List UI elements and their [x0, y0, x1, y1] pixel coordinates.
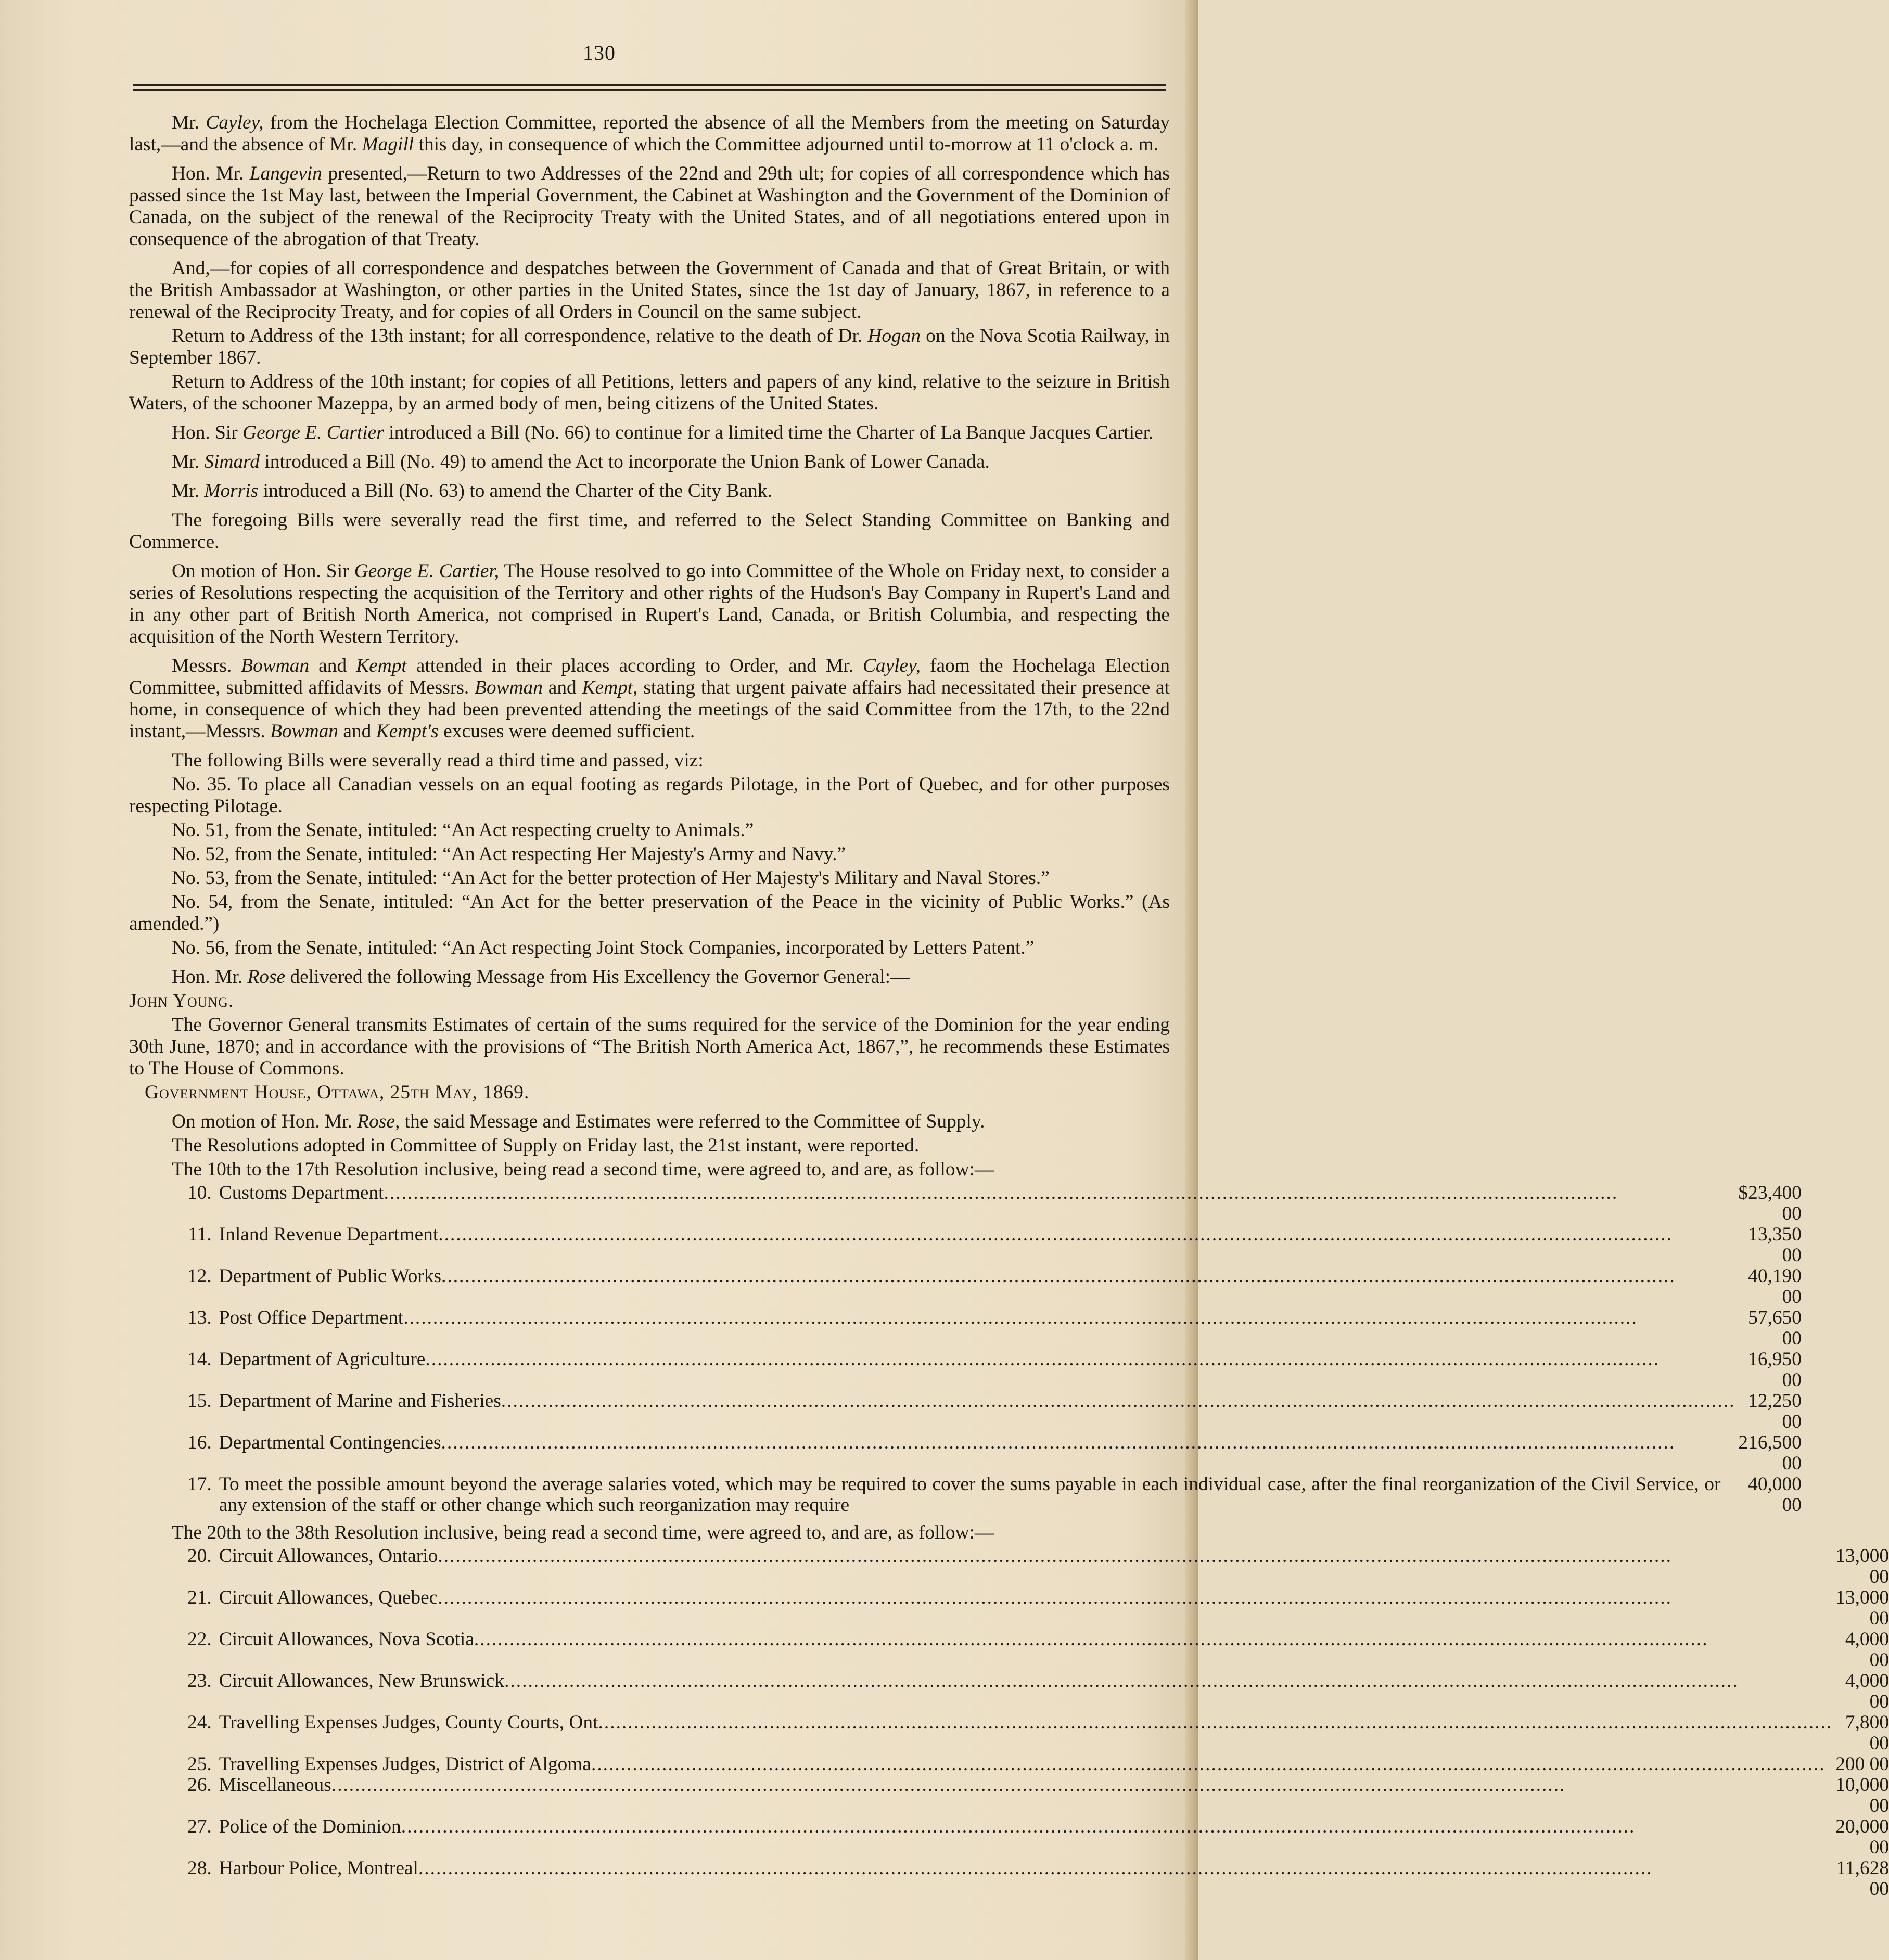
bill-item: No. 56, from the Senate, intituled: “An Act respecting Joint Stock Companies, incorporated by Letters Patent.” — [172, 937, 1035, 958]
estimates-table — [187, 1546, 1889, 1900]
estimates-table — [187, 1183, 1802, 1516]
table-row: 24. Travelling Expenses Judges, County Courts, Ont ..... 7,800 00 — [187, 1712, 1889, 1754]
paragraph: The foregoing Bills were severally read the first time, and referred to the Select Standing Committee on Banking and Commerce. — [129, 509, 1170, 553]
bill-item: No. 35. To place all Canadian vessels on an equal footing as regards Pilotage, in the Port of Quebec, and for other purposes respecting Pilotage. — [129, 774, 1170, 817]
header-rule — [133, 84, 1166, 86]
paragraph: On motion of Hon. Sir George E. Cartier, The House resolved to go into Committee of the Whole on Friday next, to consider a series of Resolutions respecting the acquisition of the Territory and other rights of the Hudson's Bay Company in Rupert's Land and in any other part of British North America, not comprised in Rupert's Land, Canada, or British Columbia, and respecting the acquisition of the North Western Territory. — [129, 560, 1170, 647]
estimates-intro: The 20th to the 38th Resolution inclusive, being read a second time, were agreed to, and are, as follow:— — [172, 1522, 994, 1543]
bill-item: No. 53, from the Senate, intituled: “An Act for the better protection of Her Majesty's Military and Naval Stores.” — [172, 867, 1050, 889]
table-row: 17. To meet the possible amount beyond the average salaries voted, which may be required to cover the sums payable in each individual case, after the final reorganization of the Civil Service, or any extension of the staff or other change which such reorganization may require 40,000 00 — [187, 1474, 1802, 1516]
paragraph: Return to Address of the 13th instant; for all correspondence, relative to the death of Dr. Hogan on the Nova Scotia Railway, in September 1867. — [129, 325, 1170, 368]
message-intro: Hon. Mr. Rose delivered the following Message from His Excellency the Governor General:— — [172, 966, 910, 988]
table-row: 16. Departmental Contingencies ..... 216,500 00 — [187, 1432, 1802, 1474]
third-reading-intro: The following Bills were severally read a third time and passed, viz: — [172, 750, 704, 771]
paragraph: Hon. Mr. Langevin presented,—Return to two Addresses of the 22nd and 29th ult; for copies of all correspondence which has passed since the 1st May last, between the Imperial Government, the Cabinet at Washington and the Government of the Dominion of Canada, on the subject of the renewal of the Reciprocity Treaty with the United States, and of all negotiations entered upon in consequence of the abrogation of that Treaty. — [129, 163, 1170, 250]
table-row: 22. Circuit Allowances, Nova Scotia ..... 4,000 00 — [187, 1629, 1889, 1671]
message-place-date: Government House, Ottawa, 25th May, 1869. — [145, 1082, 530, 1103]
header-rule — [133, 89, 1166, 91]
table-row: 14. Department of Agriculture ..... 16,950 00 — [187, 1349, 1802, 1391]
table-row: 11. Inland Revenue Department ..... 13,350 00 — [187, 1224, 1802, 1266]
table-row: 21. Circuit Allowances, Quebec ..... 13,000 00 — [187, 1587, 1889, 1629]
paragraph: Return to Address of the 10th instant; for copies of all Petitions, letters and papers of any kind, relative to the seizure in British Waters, of the schooner Mazeppa, by an armed body of men, being citizens of the United States. — [129, 371, 1170, 414]
table-row: 23. Circuit Allowances, New Brunswick ..... 4,000 00 — [187, 1671, 1889, 1712]
table-row: 20. Circuit Allowances, Ontario ..... 13,000 00 — [187, 1546, 1889, 1587]
paragraph: And,—for copies of all correspondence and despatches between the Government of Canada and that of Great Britain, or with the British Ambassador at Washington, or other parties in the United States, since the 1st day of January, 1867, in reference to a renewal of the Reciprocity Treaty, and for copies of all Orders in Council on the same subject. — [129, 258, 1170, 323]
paragraph: The Resolutions adopted in Committee of Supply on Friday last, the 21st instant, were reported. — [172, 1135, 920, 1156]
table-row: 13. Post Office Department ..... 57,650 00 — [187, 1308, 1802, 1349]
table-row: 15. Department of Marine and Fisheries ..... 12,250 00 — [187, 1391, 1802, 1432]
page-number: 130 — [583, 41, 616, 65]
message-signature: John Young. — [129, 990, 234, 1011]
bill-item: No. 52, from the Senate, intituled: “An Act respecting Her Majesty's Army and Navy.” — [172, 843, 846, 865]
message-body: The Governor General transmits Estimates of certain of the sums required for the service of the Dominion for the year ending 30th June, 1870; and in accordance with the provisions of “The British North America Act, 1867,”, he recommends these Estimates to The House of Commons. — [129, 1014, 1170, 1079]
table-row: 28. Harbour Police, Montreal ..... 11,628 00 — [187, 1858, 1889, 1900]
bill-item: No. 51, from the Senate, intituled: “An Act respecting cruelty to Animals.” — [172, 819, 754, 841]
bill-item: No. 54, from the Senate, intituled: “An Act for the better preservation of the Peace in the vicinity of Public Works.” (As amended.”) — [129, 891, 1170, 934]
table-row: 25. Travelling Expenses Judges, District of Algoma ..... 200 00 — [187, 1754, 1889, 1775]
paragraph: Hon. Sir George E. Cartier introduced a Bill (No. 66) to continue for a limited time the Charter of La Banque Jacques Cartier. — [172, 422, 1154, 443]
paragraph: On motion of Hon. Mr. Rose, the said Message and Estimates were referred to the Committee of Supply. — [172, 1111, 985, 1132]
table-row: 10. Customs Department ..... $23,400 00 — [187, 1183, 1802, 1224]
table-row: 26. Miscellaneous ..... 10,000 00 — [187, 1775, 1889, 1816]
paragraph: Mr. Simard introduced a Bill (No. 49) to amend the Act to incorporate the Union Bank of Lower Canada. — [172, 451, 990, 472]
estimates-intro: The 10th to the 17th Resolution inclusive, being read a second time, were agreed to, and are, as follow:— — [172, 1159, 994, 1180]
table-row: 27. Police of the Dominion ..... 20,000 00 — [187, 1816, 1889, 1858]
paragraph: Mr. Morris introduced a Bill (No. 63) to amend the Charter of the City Bank. — [172, 480, 772, 502]
table-row: 12. Department of Public Works ..... 40,190 00 — [187, 1266, 1802, 1308]
paragraph: Mr. Cayley, from the Hochelaga Election Committee, reported the absence of all the Members from the meeting on Saturday last,—and the absence of Mr. Magill this day, in consequence of which the Committee adjourned until to-morrow at 11 o'clock a. m. — [129, 112, 1170, 155]
journal-body — [129, 112, 1889, 1906]
paragraph: Messrs. Bowman and Kempt attended in their places according to Order, and Mr. Cayley, faom the Hochelaga Election Committee, submitted affidavits of Messrs. Bowman and Kempt, stating that urgent paivate affairs had necessitated their presence at home, in consequence of which they had been prevented attending the meetings of the said Committee from the 17th, to the 22nd instant,—Messrs. Bowman and Kempt's excuses were deemed sufficient. — [129, 655, 1170, 742]
